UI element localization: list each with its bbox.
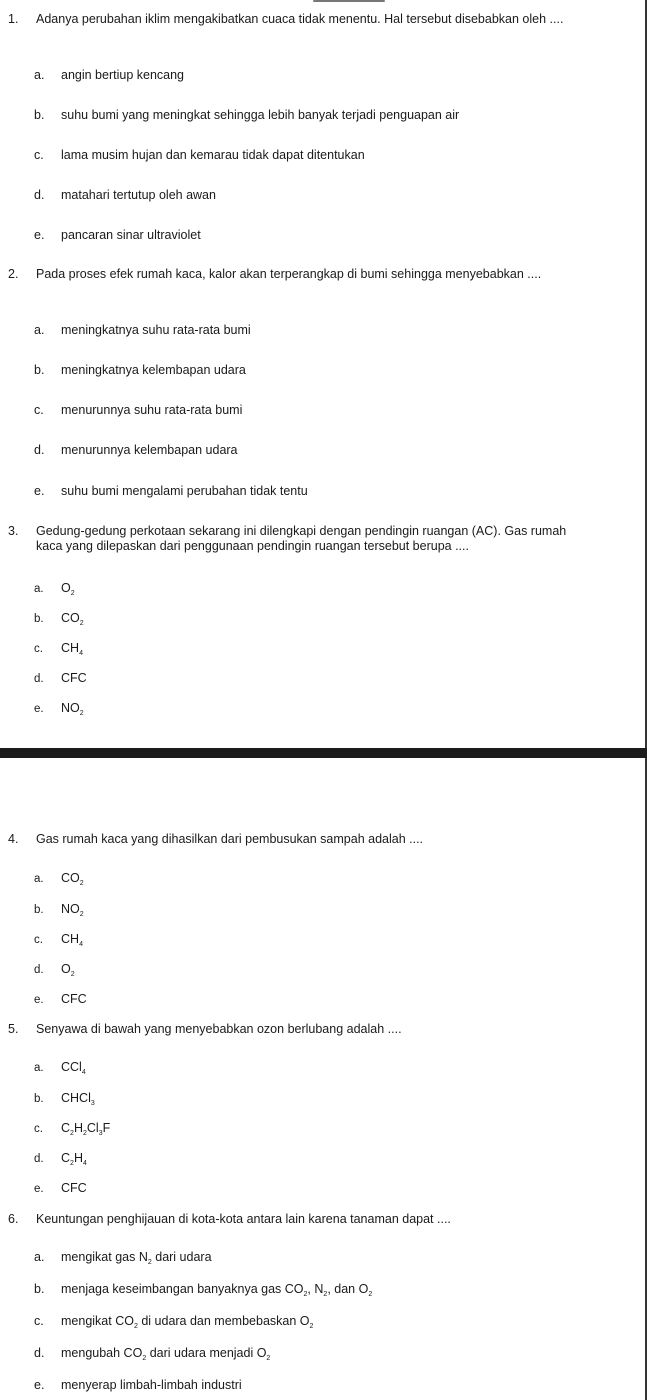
option-5b[interactable]: b. CHCl$_3$ [34,1091,95,1107]
question-3 [8,524,583,554]
option-3a[interactable]: a. $O_2$ [34,581,75,597]
option-6b[interactable]: b. menjaga keseimbangan banyaknya gas $CO_2$, $N_2$, dan $O_2$ [34,1282,373,1298]
option-5e[interactable]: e. CFC [34,1181,87,1195]
option-1b[interactable]: b. suhu bumi yang meningkat sehingga lebih banyak terjadi penguapan air [34,108,460,122]
option-4d[interactable]: d. $O_2$ [34,962,75,978]
question-text: Gedung-gedung perkotaan sekarang ini dilengkapi dengan pendingin ruangan (AC). Gas rumah kaca yang dilepaskan dari penggunaan pendingin ruangan tersebut berupa .... [36,524,567,553]
option-3c[interactable]: c. $CH_4$ [34,641,83,657]
option-3d[interactable]: d. CFC [34,671,87,685]
option-2d[interactable]: d. menurunnya kelembapan udara [34,443,238,457]
question-text: Keuntungan penghijauan di kota-kota antara lain karena tanaman dapat .... [36,1212,451,1226]
option-2a[interactable]: a. meningkatnya suhu rata-rata bumi [34,323,251,337]
question-4 [8,832,583,847]
question-number: 3. [8,524,19,538]
question-number: 2. [8,267,19,281]
option-1d[interactable]: d. matahari tertutup oleh awan [34,188,216,202]
option-5a[interactable]: a. CCl$_4$ [34,1060,86,1076]
option-5d[interactable]: d. $C_2H_4$ [34,1151,87,1167]
option-2c[interactable]: c. menurunnya suhu rata-rata bumi [34,403,243,417]
option-1e[interactable]: e. pancaran sinar ultraviolet [34,228,201,242]
option-4c[interactable]: c. $CH_4$ [34,932,83,948]
option-1c[interactable]: c. lama musim hujan dan kemarau tidak dapat ditentukan [34,148,365,162]
option-2e[interactable]: e. suhu bumi mengalami perubahan tidak tentu [34,484,308,498]
question-6 [8,1212,583,1227]
option-2b[interactable]: b. meningkatnya kelembapan udara [34,363,246,377]
option-6c[interactable]: c. mengikat $CO_2$ di udara dan membebaskan $O_2$ [34,1314,314,1330]
option-6e[interactable]: e. menyerap limbah-limbah industri [34,1378,242,1392]
question-text: Adanya perubahan iklim mengakibatkan cuaca tidak menentu. Hal tersebut disebabkan oleh .... [36,12,564,26]
question-1 [8,12,583,27]
option-1a[interactable]: a. angin bertiup kencang [34,68,185,82]
question-number: 6. [8,1212,19,1226]
option-5c[interactable]: c. $C_2H_2Cl_3F$ [34,1121,111,1137]
page-2 [0,758,645,1400]
question-text: Senyawa di bawah yang menyebabkan ozon berlubang adalah .... [36,1022,402,1036]
question-2 [8,267,583,282]
question-number: 4. [8,832,19,846]
option-3e[interactable]: e. $NO_2$ [34,701,84,717]
question-number: 1. [8,12,19,26]
option-6d[interactable]: d. mengubah $CO_2$ dari udara menjadi $O_2$ [34,1346,271,1362]
option-4a[interactable]: a. $CO_2$ [34,871,84,887]
question-text: Pada proses efek rumah kaca, kalor akan terperangkap di bumi sehingga menyebabkan .... [36,267,542,281]
page-divider [0,748,647,758]
question-number: 5. [8,1022,19,1036]
option-4b[interactable]: b. $NO_2$ [34,902,84,918]
option-4e[interactable]: e. CFC [34,992,87,1006]
question-5 [8,1022,583,1037]
question-text: Gas rumah kaca yang dihasilkan dari pembusukan sampah adalah .... [36,832,424,846]
option-6a[interactable]: a. mengikat gas $N_2$ dari udara [34,1250,212,1266]
option-3b[interactable]: b. $CO_2$ [34,611,84,627]
